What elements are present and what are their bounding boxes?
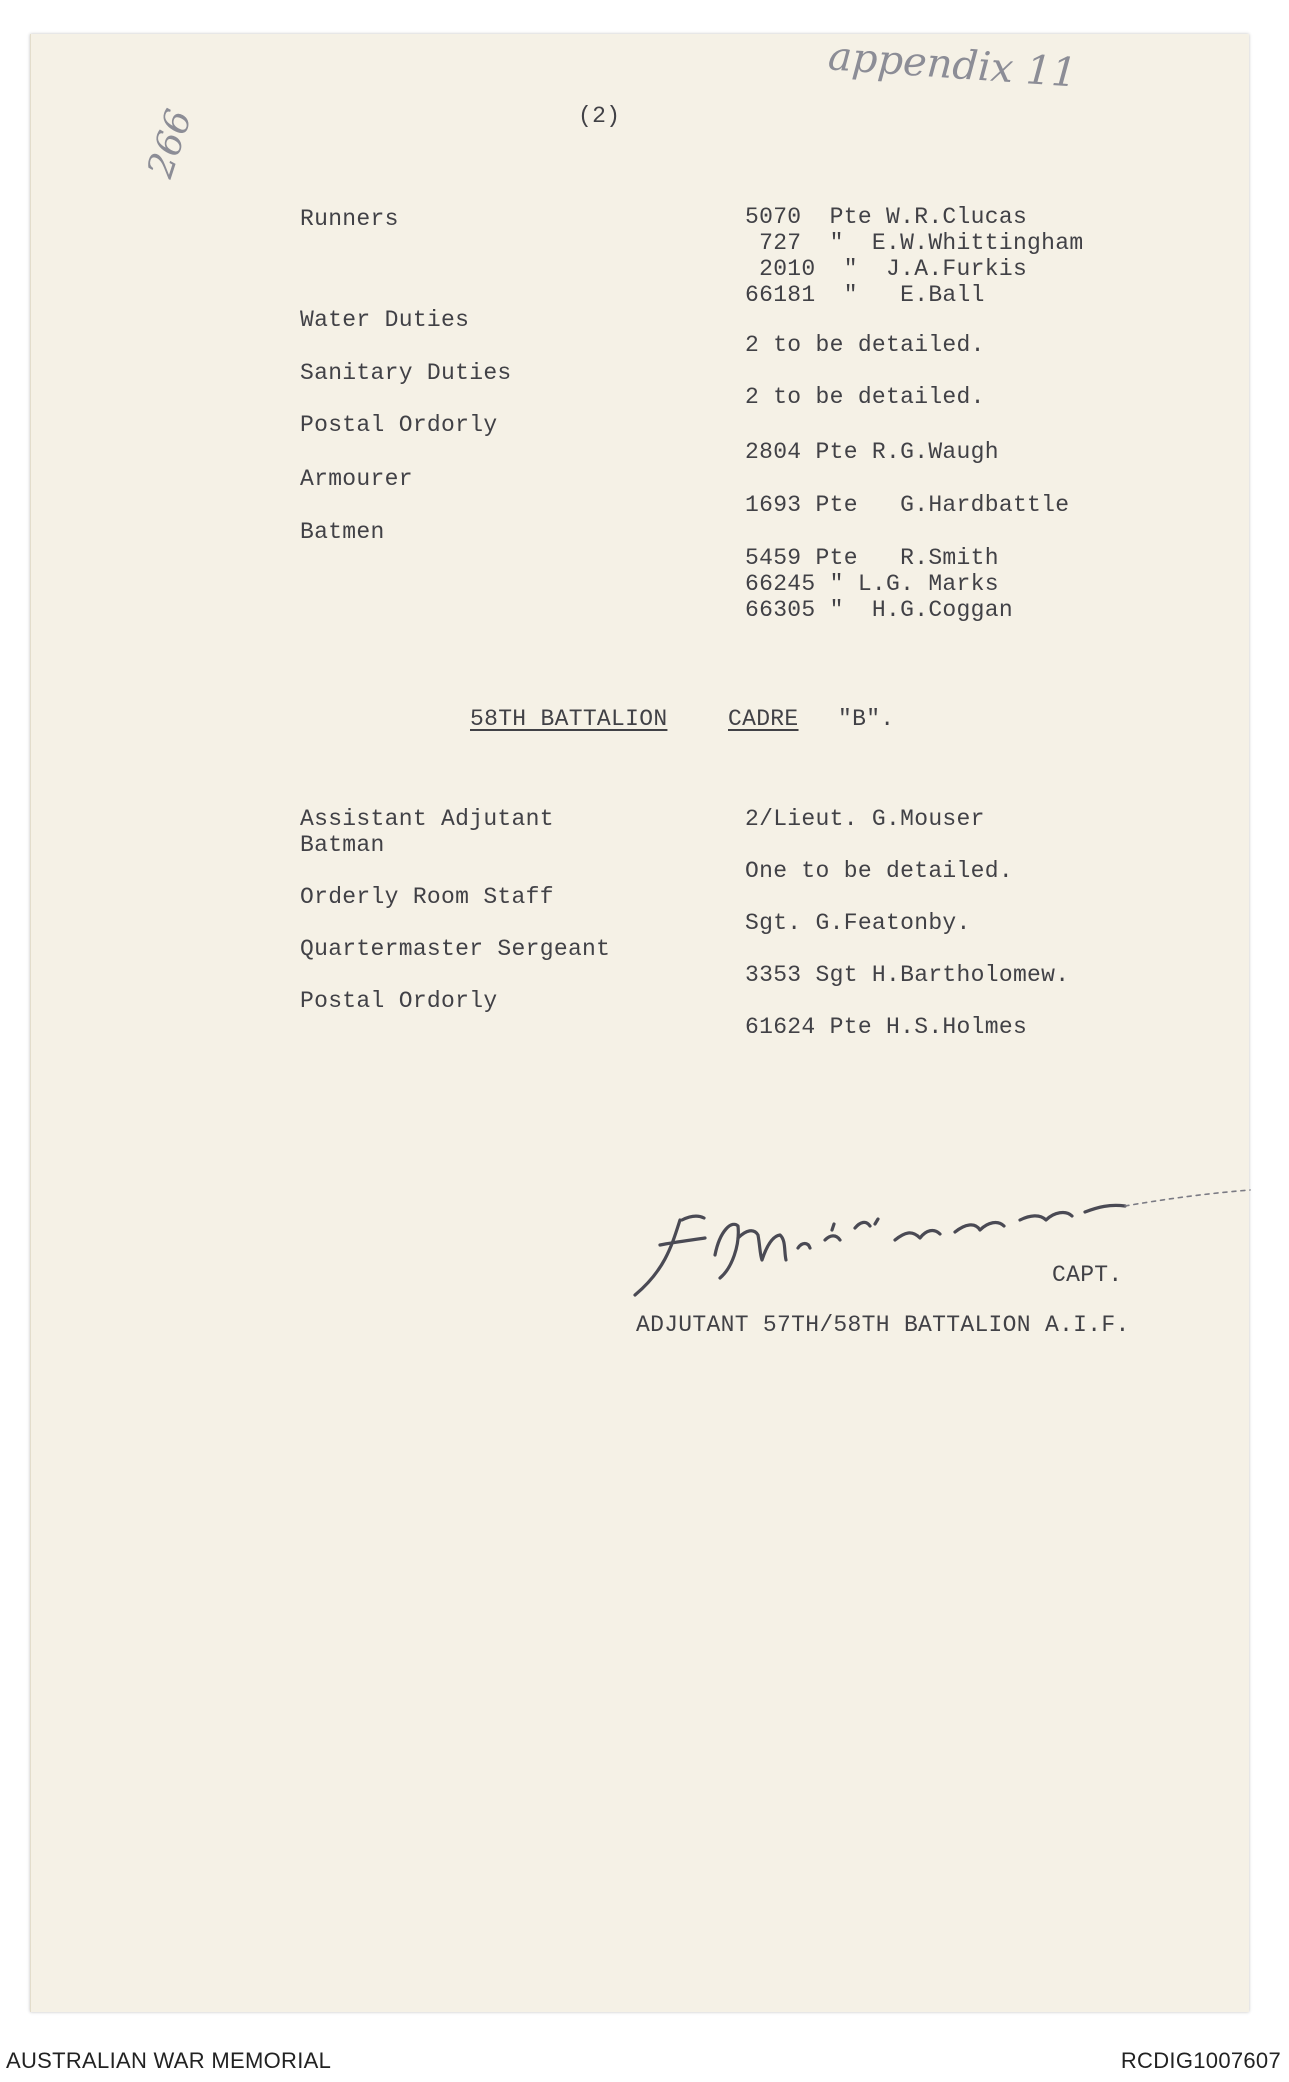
postal-orderly-assignee: 2804 Pte R.G.Waugh xyxy=(745,439,999,465)
section-heading-battalion: 58TH BATTALION xyxy=(470,706,668,732)
water-duties-assignee: 2 to be detailed. xyxy=(745,332,985,358)
handwritten-folio-number: 266 xyxy=(140,104,201,183)
runner-name: 5070 Pte W.R.Clucas xyxy=(745,204,1028,230)
signatory-rank: CAPT. xyxy=(1052,1262,1123,1288)
batman-name: 66305 " H.G.Coggan xyxy=(745,597,1013,623)
footer-institution: AUSTRALIAN WAR MEMORIAL xyxy=(6,2048,332,2073)
batman-name: 66245 " L.G. Marks xyxy=(745,571,999,597)
batman-name: 5459 Pte R.Smith xyxy=(745,545,999,571)
orderly-room-staff-assignee: One to be detailed. xyxy=(745,858,1013,884)
quartermaster-sergeant-assignee: Sgt. G.Featonby. xyxy=(745,910,971,936)
postal-orderly-58-second-assignee: 61624 Pte H.S.Holmes xyxy=(745,1014,1028,1040)
role-label-armourer: Armourer xyxy=(300,466,413,492)
role-label-assistant-adjutant: Assistant Adjutant xyxy=(300,806,554,832)
role-label-postal-orderly: Postal Ordorly xyxy=(300,412,498,438)
runner-name: 727 " E.W.Whittingham xyxy=(745,230,1084,256)
role-label-batmen: Batmen xyxy=(300,519,385,545)
runner-name: 2010 " J.A.Furkis xyxy=(745,256,1028,282)
section-heading-cadre-letter: "B". xyxy=(838,706,895,732)
signatory-title: ADJUTANT 57TH/58TH BATTALION A.I.F. xyxy=(636,1312,1130,1338)
postal-orderly-58-assignee: 3353 Sgt H.Bartholomew. xyxy=(745,962,1070,988)
role-label-orderly-room-staff: Orderly Room Staff xyxy=(300,884,554,910)
footer-record-id: RCDIG1007607 xyxy=(1120,2048,1281,2073)
handwritten-appendix-note: appendix 11 xyxy=(826,33,1079,97)
page-number: (2) xyxy=(578,103,621,129)
armourer-assignee: 1693 Pte G.Hardbattle xyxy=(745,492,1070,518)
role-label-runners: Runners xyxy=(300,206,399,232)
role-label-quartermaster-sergeant: Quartermaster Sergeant xyxy=(300,936,611,962)
role-label-water-duties: Water Duties xyxy=(300,307,470,333)
role-label-sanitary-duties: Sanitary Duties xyxy=(300,360,512,386)
section-heading-cadre: CADRE xyxy=(728,706,799,732)
role-label-postal-orderly-58: Postal Ordorly xyxy=(300,988,498,1014)
assistant-adjutant-assignee: 2/Lieut. G.Mouser xyxy=(745,806,985,832)
handwritten-signature xyxy=(620,1160,1260,1310)
runner-name: 66181 " E.Ball xyxy=(745,282,985,308)
sanitary-duties-assignee: 2 to be detailed. xyxy=(745,384,985,410)
role-label-batman: Batman xyxy=(300,832,385,858)
document-page xyxy=(30,34,1249,2012)
